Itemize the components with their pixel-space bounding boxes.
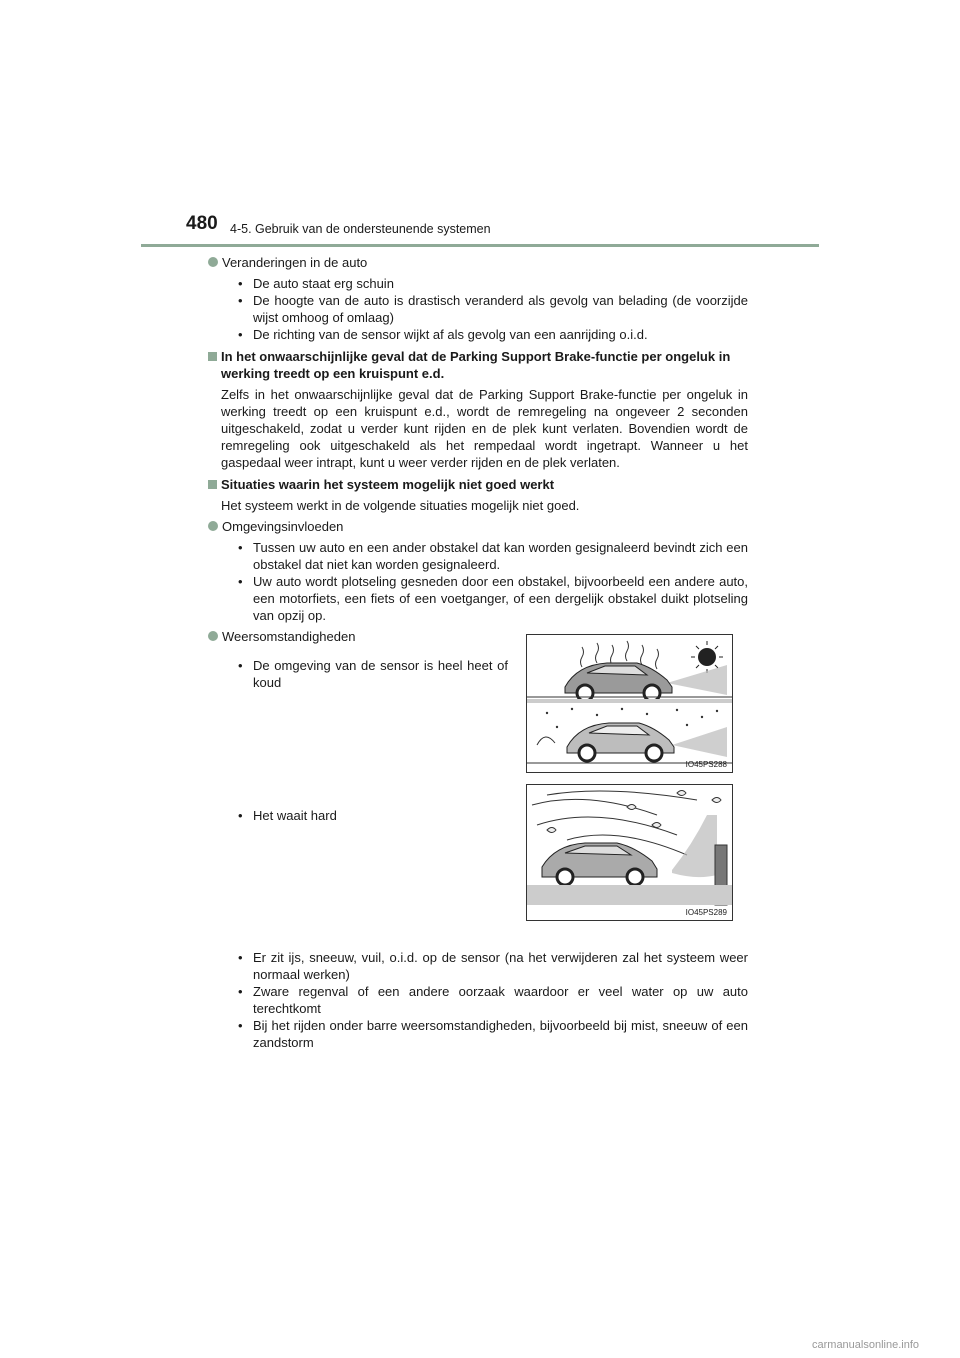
circle-bullet-icon (208, 631, 218, 641)
figure-wind (526, 784, 733, 921)
list-item: • Zware regenval of een andere oorzaak waardoor er veel water op uw auto terechtkomt (238, 984, 748, 1016)
heading-crossing: In het onwaarschijnlijke geval dat de Parking Support Brake-functie per ongeluk in werking treedt op een kruispunt e.d. (208, 348, 748, 382)
hot-cold-illustration (527, 635, 732, 772)
weather-item-wind: • Het waait hard (238, 808, 337, 823)
figure-code: IO45PS288 (685, 760, 727, 769)
watermark: carmanualsonline.info (812, 1339, 920, 1351)
list-item: • Bij het rijden onder barre weersomstandigheden, bijvoorbeeld bij mist, sneeuw of een zandstorm (238, 1018, 748, 1050)
car-icon (565, 663, 672, 701)
weather-more-list (208, 949, 748, 1051)
page-number: 480 (186, 213, 218, 234)
figure-code: IO45PS289 (685, 908, 727, 917)
car-icon (542, 843, 657, 885)
circle-bullet-icon (208, 521, 218, 531)
circle-bullet-icon (208, 257, 218, 267)
subheading-weather: Weersomstandigheden (208, 628, 748, 645)
square-bullet-icon (208, 480, 217, 489)
environment-list (208, 539, 748, 624)
subheading-environment: Omgevingsinvloeden (208, 518, 748, 535)
list-item: • De richting van de sensor wijkt af als gevolg van een aanrijding o.i.d. (238, 327, 648, 342)
changes-list (208, 275, 748, 343)
section-title: 4-5. Gebruik van de ondersteunende systemen (230, 222, 491, 236)
heading-situations: Situaties waarin het systeem mogelijk niet goed werkt (208, 476, 748, 493)
list-item: • De hoogte van de auto is drastisch veranderd als gevolg van belading (de voorzijde wijst omhoog of omlaag) (238, 293, 748, 325)
square-bullet-icon (208, 352, 217, 361)
crossing-paragraph: Zelfs in het onwaarschijnlijke geval dat de Parking Support Brake-functie per ongeluk in werking treedt op een kruispunt e.d., wordt de remregeling na ongeveer 2 seconden uitgeschakeld, zodat u verder kunt rijden en de plek kunt verlaten. Bovendien wordt de remregeling ook uitgeschakeld als het rempedaal wordt ingetrapt. Wanneer u het gaspedaal weer intrapt, kunt u weer verder rijden en de plek verlaten. (221, 387, 748, 470)
subheading-changes: Veranderingen in de auto (208, 254, 748, 271)
list-item: • De auto staat erg schuin (238, 276, 394, 291)
weather-item-hot-cold: • De omgeving van de sensor is heel heet of koud (238, 658, 508, 690)
figure-hot-cold (526, 634, 733, 773)
page-header (0, 0, 960, 250)
wind-illustration (527, 785, 732, 920)
situations-paragraph: Het systeem werkt in de volgende situaties mogelijk niet goed. (221, 498, 580, 513)
leaf-icon (547, 791, 721, 833)
header-rule (141, 244, 819, 247)
list-item: • Tussen uw auto en een ander obstakel dat kan worden gesignaleerd bevindt zich een obstakel dat niet kan worden gesignaleerd. (238, 540, 748, 572)
list-item: • Uw auto wordt plotseling gesneden door een obstakel, bijvoorbeeld een andere auto, een motorfiets, een fiets of een voetganger, of een dergelijk obstakel duikt plotseling van opzij op. (238, 574, 748, 623)
list-item: • Er zit ijs, sneeuw, vuil, o.i.d. op de sensor (na het verwijderen zal het systeem weer normaal werken) (238, 950, 748, 982)
car-icon (567, 723, 674, 761)
